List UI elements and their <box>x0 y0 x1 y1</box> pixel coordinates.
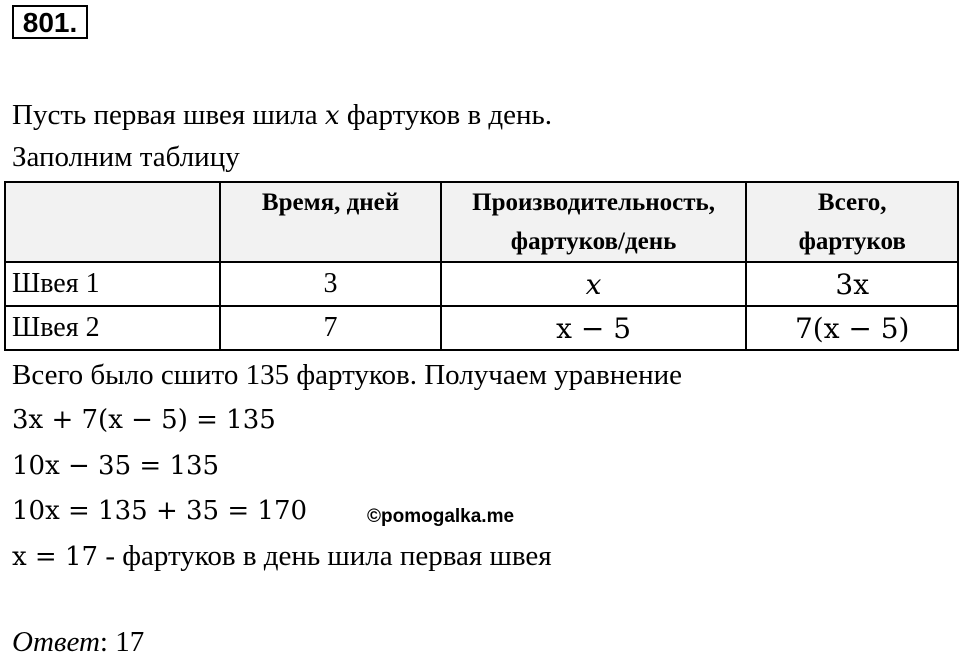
total-sentence: Всего было сшито 135 фартуков. Получаем уравнение <box>12 359 683 391</box>
intro-variable: x <box>324 101 340 131</box>
header-time-line1: Время, дней <box>261 189 400 216</box>
equation-1: 3x + 7(x − 5) = 135 <box>12 405 276 435</box>
header-total <box>746 182 958 262</box>
row-rate: x <box>441 262 747 306</box>
row-rate: x − 5 <box>441 306 747 350</box>
answer-line <box>12 625 144 659</box>
header-empty-cell <box>5 182 220 262</box>
header-time <box>220 182 440 262</box>
intro-text-end: фартуков в день. <box>339 99 553 131</box>
row-total: 3x <box>746 262 958 306</box>
answer-value: : 17 <box>99 626 145 658</box>
row-time: 7 <box>220 306 440 350</box>
header-rate-line2: фартуков/день <box>510 228 677 255</box>
answer-label: Ответ <box>12 626 100 658</box>
conclusion-line <box>12 539 552 574</box>
conclusion-equation: x = 17 <box>12 542 99 572</box>
table-header-row <box>5 182 958 262</box>
header-rate-line1: Производительность, <box>472 189 715 216</box>
table-row <box>5 306 958 350</box>
table-row <box>5 262 958 306</box>
intro-line <box>12 98 552 133</box>
row-label: Швея 2 <box>5 306 220 350</box>
intro-text-start: Пусть первая швея шила <box>12 99 325 131</box>
header-total-line1: Всего, <box>817 189 887 216</box>
data-table <box>4 181 959 351</box>
row-label: Швея 1 <box>5 262 220 306</box>
row-total: 7(x − 5) <box>746 306 958 350</box>
header-rate <box>441 182 747 262</box>
header-total-line2: фартуков <box>798 228 906 255</box>
fill-table-line: Заполним таблицу <box>12 141 240 173</box>
equation-2: 10x − 35 = 135 <box>12 451 220 481</box>
row-time: 3 <box>220 262 440 306</box>
problem-number: 801. <box>12 5 88 39</box>
equation-3: 10x = 135 + 35 = 170 <box>12 496 308 526</box>
conclusion-text: - фартуков в день шила первая швея <box>98 540 552 572</box>
watermark: ©pomogalka.me <box>367 506 515 527</box>
